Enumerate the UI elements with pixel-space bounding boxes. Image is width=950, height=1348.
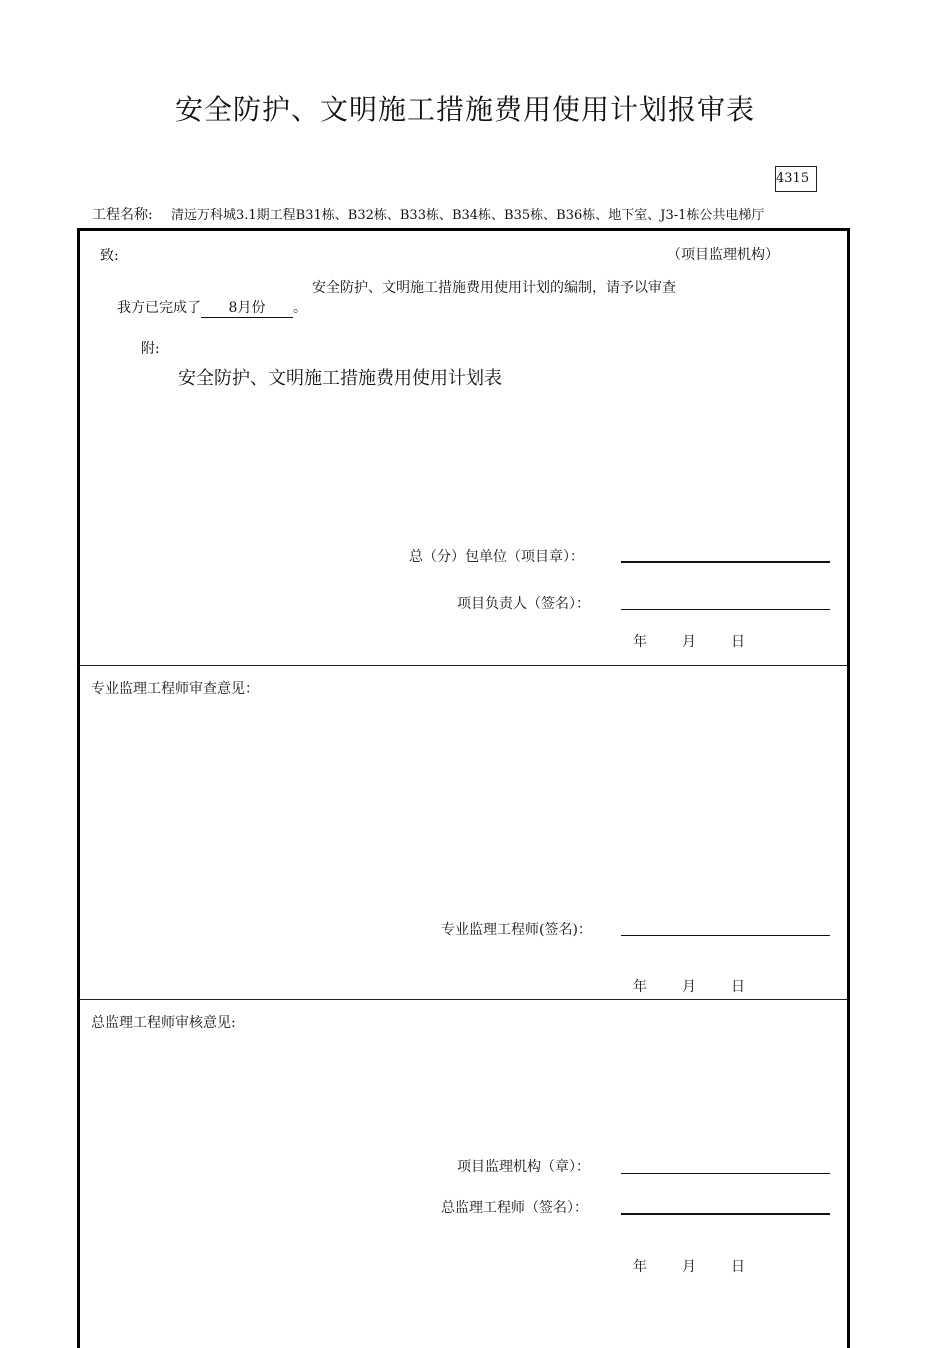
completed-suffix: 。	[293, 300, 307, 316]
specialist-review-heading: 专业监理工程师审查意见：	[91, 681, 259, 697]
page-title: 安全防护、文明施工措施费用使用计划报审表	[174, 93, 755, 126]
form-frame	[77, 228, 850, 1348]
supervision-org-seal-label: 项目监理机构（章）：	[457, 1159, 590, 1175]
to-label: 致:	[100, 248, 119, 264]
date-day-2: 日	[731, 979, 745, 995]
project-name-label: 工程名称:	[92, 207, 153, 223]
form-code-box: 4315	[775, 166, 817, 192]
chief-engineer-line[interactable]	[621, 1213, 830, 1215]
submission-text-a: 安全防护、文明施工措施费用使用计划的编制，请予以审查	[312, 280, 676, 296]
date-day-1: 日	[731, 634, 745, 650]
submission-text-b	[117, 297, 307, 318]
date-day-3: 日	[731, 1259, 745, 1275]
date-year-2: 年	[633, 979, 647, 995]
manager-sign-line[interactable]	[621, 609, 830, 610]
contractor-seal-line[interactable]	[621, 561, 830, 563]
supervisor-org-label: （项目监理机构）	[667, 247, 779, 263]
attach-item: 安全防护、文明施工措施费用使用计划表	[178, 368, 502, 389]
date-year-3: 年	[633, 1259, 647, 1275]
date-year-1: 年	[633, 634, 647, 650]
specialist-engineer-line[interactable]	[621, 935, 830, 936]
completed-period[interactable]: 8月份	[201, 297, 293, 318]
manager-sign-label: 项目负责人（签名）：	[457, 596, 590, 612]
project-name-value: 清远万科城3.1期工程B31栋、B32栋、B33栋、B34栋、B35栋、B36栋、地下室、J3-1栋公共电梯厅	[171, 208, 765, 223]
section-divider-2	[79, 999, 848, 1000]
chief-engineer-label: 总监理工程师（签名）：	[441, 1200, 588, 1216]
date-month-3: 月	[682, 1259, 696, 1275]
date-month-2: 月	[682, 979, 696, 995]
section-divider-1	[79, 665, 848, 666]
attach-label: 附:	[141, 341, 160, 357]
specialist-engineer-label: 专业监理工程师(签名)：	[441, 922, 592, 938]
contractor-seal-label: 总（分）包单位（项目章）：	[409, 549, 584, 565]
project-name-row	[92, 204, 764, 224]
completed-prefix: 我方已完成了	[117, 300, 201, 316]
chief-review-heading: 总监理工程师审核意见:	[91, 1015, 236, 1031]
date-month-1: 月	[682, 634, 696, 650]
supervision-org-seal-line[interactable]	[621, 1173, 830, 1174]
